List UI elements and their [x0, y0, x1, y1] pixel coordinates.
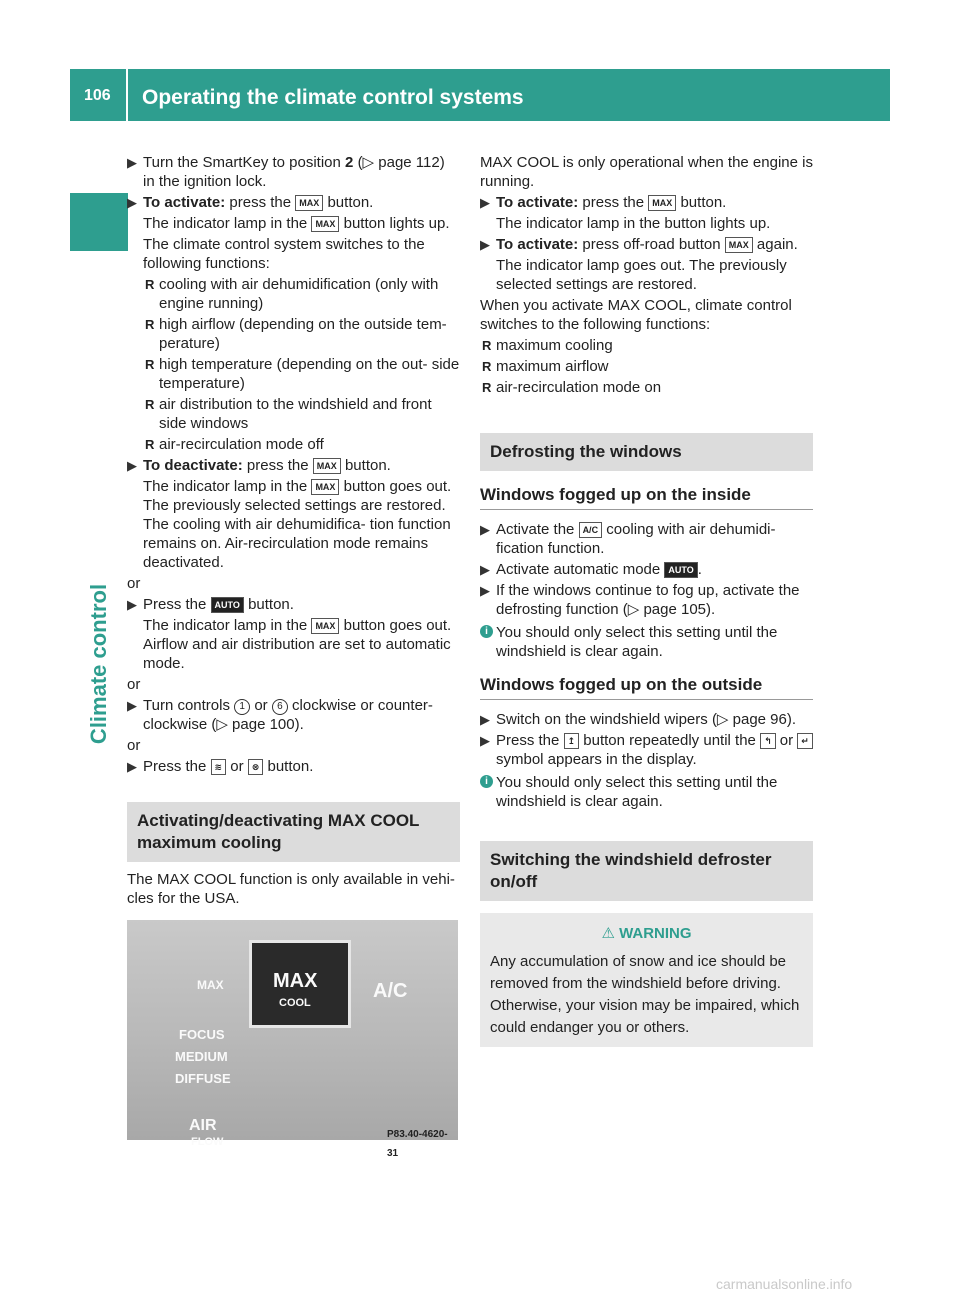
windshield-key-icon: ≋	[211, 759, 227, 775]
warning-heading: ⚠ WARNING	[601, 925, 692, 942]
air-distribution-key-icon: ↥	[564, 733, 580, 749]
control-1-icon: 1	[234, 699, 250, 715]
max-cool-key-icon: MAX	[725, 237, 753, 253]
step-arrow-icon: ▶	[127, 597, 137, 612]
step-arrow-icon: ▶	[127, 458, 137, 473]
step-smartkey: ▶ Turn the SmartKey to position 2 (▷ page 112) in the ignition lock.	[127, 154, 445, 190]
list-item: high airflow (depending on the outside tem- perature)	[159, 316, 447, 352]
page-title: Operating the climate control systems	[142, 86, 524, 109]
max-ac-key-icon: MAX	[311, 216, 339, 232]
step-arrow-icon: ▶	[480, 562, 490, 577]
info-note: i You should only select this setting until the windshield is clear again.	[480, 773, 813, 811]
max-ac-key-icon: MAX	[313, 458, 341, 474]
step-activate-ac: ▶ Activate the A/C cooling with air dehumidi- fication function.	[480, 521, 776, 557]
step-max-cool-deactivate: ▶ To activate: press off-road button MAX again. The indicator lamp goes out. The previously selected settings are restored.	[480, 236, 798, 293]
step-arrow-icon: ▶	[480, 522, 490, 537]
left-column: ▶ Turn the SmartKey to position 2 (▷ page 112) in the ignition lock. ▶ To activate: press the MAX button. The indicator lamp in the MAX button lights up. The climate control system switches to the following functions: R cooling with air dehumidification (only with engine running) R high airflow (depending on the outside tem- perature) R high temperature (depending on the out- side temperature) R air distribution to the windshield and front side windows R air-recirculation mode off ▶ To deactivate: press the MAX button. The indicator lamp in the MAX button goes out. The previously selected settings are restored. The cooling with air dehumidifica- tion function remains on. Air-recirculation mode remains deactivated. or ▶ Press the AUTO button. The indicator lamp in the MAX button goes out. Airflow and air distribution are set to automatic mode. or ▶ Turn controls 1 or 6 clockwise or counter- clockwise (▷ page 100). or ▶ Press the ≋ or ⊗ button. Activating/deactivating MAX COOL maximum cooling The MAX COOL function is only available in vehi- cles for the USA. MAX COOL A/C MAX FOCUS MEDIUM DIFFUSE AIR FLOW P83.40-4620-31	[127, 154, 460, 1159]
step-activate: ▶ To activate: press the MAX button. The indicator lamp in the MAX button lights up. The climate control system switches to the following functions: R cooling with air dehumidification (only with engine running) R high airflow (depending on the outside tem- perature) R high temperature (depending on the out- side temperature) R air distribution to the windshield and front side windows R air-recirculation mode off	[127, 194, 460, 453]
max-ac-key-icon: MAX	[295, 195, 323, 211]
step-arrow-icon: ▶	[480, 237, 490, 252]
step-max-cool-activate: ▶ To activate: press the MAX button. The indicator lamp in the button lights up.	[480, 194, 771, 232]
list-item: maximum airflow	[496, 358, 609, 375]
max-cool-key-icon: MAX	[648, 195, 676, 211]
page-number: 106	[84, 87, 111, 104]
list-item: cooling with air dehumidification (only with engine running)	[159, 276, 439, 312]
step-arrow-icon: ▶	[127, 155, 137, 170]
warning-icon: ⚠	[601, 925, 615, 942]
climate-panel-photo: MAX COOL A/C MAX FOCUS MEDIUM DIFFUSE AIR FLOW P83.40-4620-31	[127, 920, 458, 1140]
list-item: air-recirculation mode on	[496, 379, 662, 396]
max-ac-key-icon: MAX	[311, 479, 339, 495]
step-arrow-icon: ▶	[127, 759, 137, 774]
watermark: carmanualsonline.info	[716, 1276, 853, 1292]
subheading-outside: Windows fogged up on the outside	[480, 675, 813, 700]
chapter-tab	[70, 193, 128, 251]
section-heading-defrosting: Defrosting the windows	[480, 433, 813, 471]
step-wipers: ▶ Switch on the windshield wipers (▷ page 96).	[480, 711, 797, 728]
step-arrow-icon: ▶	[480, 583, 490, 598]
airflow-symbol-a-icon: ↰	[760, 733, 776, 749]
subheading-inside: Windows fogged up on the inside	[480, 485, 813, 510]
step-air-distribution: ▶ Press the ↥ button repeatedly until the ↰ or ↵ symbol appears in the display.	[480, 731, 813, 769]
info-icon: i	[480, 625, 493, 638]
step-press-defrost: ▶ Press the ≋ or ⊗ button.	[127, 758, 314, 775]
step-arrow-icon: ▶	[480, 733, 490, 748]
list-item: air-recirculation mode off	[159, 436, 324, 453]
auto-key-icon: AUTO	[664, 562, 697, 578]
step-arrow-icon: ▶	[480, 712, 490, 727]
step-arrow-icon: ▶	[127, 698, 137, 713]
chapter-label: Climate control	[86, 583, 112, 745]
auto-key-icon: AUTO	[211, 597, 244, 613]
control-6-icon: 6	[272, 699, 288, 715]
defrost-key-icon: ⊗	[248, 759, 264, 775]
info-note: i You should only select this setting until the windshield is clear again.	[480, 623, 813, 661]
info-icon: i	[480, 775, 493, 788]
step-arrow-icon: ▶	[127, 195, 137, 210]
section-heading-windshield-defroster: Switching the windshield defroster on/off	[480, 841, 813, 901]
step-press-auto: ▶ Press the AUTO button. The indicator lamp in the MAX button goes out. Airflow and air distribution are set to automatic mode.	[127, 596, 452, 672]
page-link[interactable]: (▷ page 112)	[357, 154, 445, 171]
list-item: high temperature (depending on the out- side temperature)	[159, 356, 460, 392]
step-defrost-function: ▶ If the windows continue to fog up, activate the defrosting function (▷ page 105).	[480, 582, 800, 618]
ac-key-icon: A/C	[579, 522, 603, 538]
airflow-symbol-b-icon: ↵	[797, 733, 813, 749]
list-item: maximum cooling	[496, 337, 613, 354]
list-item: air distribution to the windshield and front side windows	[159, 396, 432, 432]
right-column: MAX COOL is only operational when the engine is running. ▶ To activate: press the MAX button. The indicator lamp in the button lights up. ▶ To activate: press off-road button MAX again. The indicator lamp goes out. The previously selected settings are restored. When you activate MAX COOL, climate control switches to the following functions: R maximum cooling R maximum airflow R air-recirculation mode on Defrosting the windows Windows fogged up on the inside ▶ Activate the A/C cooling with air dehumidi- fication function. ▶ Activate automatic mode AUTO . ▶ If the windows continue to fog up, activate the defrosting function (▷ page 105). i You should only select this setting until the windshield is clear again. Windows fogged up on the outside ▶ Switch on the windshield wipers (▷ page 96). ▶ Press the ↥ button repeatedly until the ↰ or ↵ symbol appears in the display. i You should only select this setting until the windshield is clear again. Switching the windshield defroster on/off ⚠ WARNING Any accumulation of snow and ice should be removed from the windshield before driving. Otherwise, your vision may be impaired, which could endanger you or others.	[480, 153, 813, 1047]
warning-box: ⚠ WARNING Any accumulation of snow and ice should be removed from the windshield before driving. Otherwise, your vision may be impaired, which could endanger you or others.	[480, 913, 813, 1047]
section-heading-max-cool: Activating/deactivating MAX COOL maximum cooling	[127, 802, 460, 862]
header-divider	[126, 69, 128, 121]
step-arrow-icon: ▶	[480, 195, 490, 210]
step-turn-controls: ▶ Turn controls 1 or 6 clockwise or counter- clockwise (▷ page 100).	[127, 697, 433, 733]
step-deactivate: ▶ To deactivate: press the MAX button. The indicator lamp in the MAX button goes out. The previously selected settings are restored. The cooling with air dehumidifica- tion function remains on. Air-recirculation mode remains deactivated.	[127, 457, 452, 571]
max-ac-key-icon: MAX	[311, 618, 339, 634]
page-header	[70, 69, 890, 121]
step-activate-auto: ▶ Activate automatic mode AUTO .	[480, 561, 702, 578]
